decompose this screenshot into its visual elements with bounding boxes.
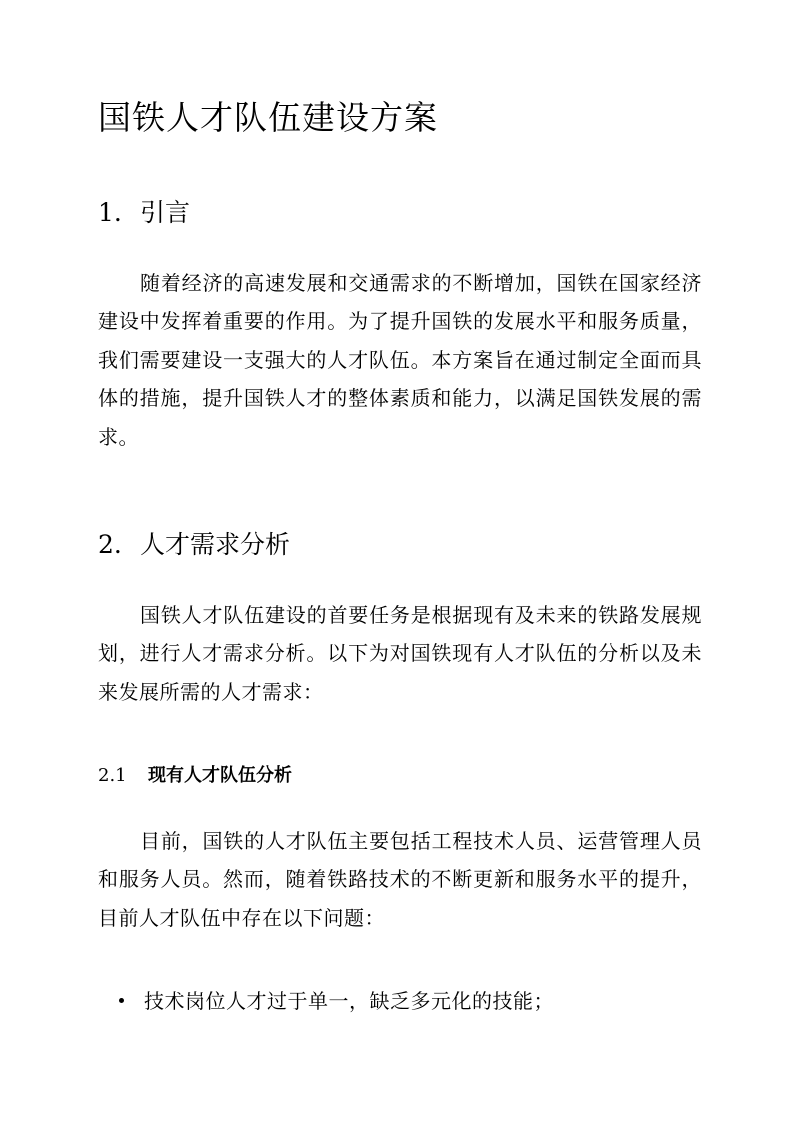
section-heading-introduction [98, 196, 190, 230]
document-title: 国铁人才队伍建设方案 [98, 98, 438, 137]
current-team-paragraph: 目前，国铁的人才队伍主要包括工程技术人员、运营管理人员和服务人员。然而，随着铁路技术的不断更新和服务水平的提升，目前人才队伍中存在以下问题： [98, 829, 702, 930]
section-title: 人才需求分析 [140, 530, 291, 559]
introduction-paragraph: 随着经济的高速发展和交通需求的不断增加，国铁在国家经济建设中发挥着重要的作用。为了提升国铁的发展水平和服务质量，我们需要建设一支强大的人才队伍。本方案旨在通过制定全面而具体的措施，提升国铁人才的整体素质和能力，以满足国铁发展的需求。 [98, 271, 702, 449]
issues-list [98, 982, 702, 1020]
talent-demand-paragraph: 国铁人才队伍建设的首要任务是根据现有及未来的铁路发展规划，进行人才需求分析。以下为对国铁现有人才队伍的分析以及未来发展所需的人才需求： [98, 603, 702, 704]
subsection-title: 现有人才队伍分析 [148, 765, 292, 786]
subsection-heading-current-team [98, 762, 292, 790]
bullet-icon [119, 998, 124, 1003]
list-item-text: 技术岗位人才过于单一，缺乏多元化的技能； [144, 989, 554, 1013]
list-item [98, 982, 702, 1020]
section-title: 引言 [140, 198, 191, 227]
section-number: 1. [98, 198, 122, 227]
subsection-number: 2.1 [98, 765, 127, 786]
section-number: 2. [98, 530, 122, 559]
section-heading-talent-demand [98, 528, 290, 562]
